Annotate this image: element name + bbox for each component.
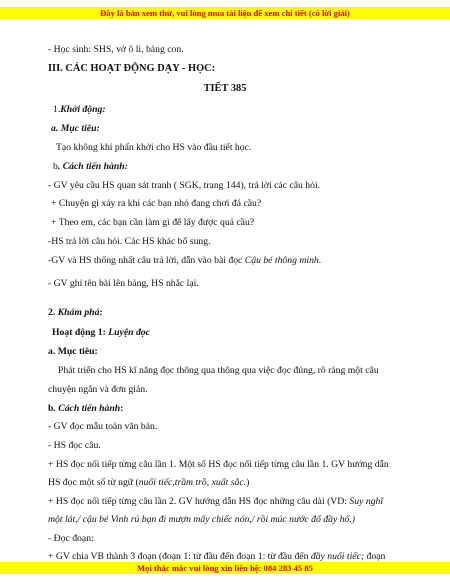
story-title: Cậu bé thông minh — [244, 255, 319, 266]
vocabulary-words: nuối tiếc,trầm trồ, xuất sắc. — [138, 477, 247, 488]
objective-text: Tạo không khí phấn khởi cho HS vào đầu tiết học. — [56, 142, 252, 153]
instruction-line: - Đọc đoạn: — [48, 533, 94, 544]
instruction-line — [48, 496, 383, 508]
activity-heading — [52, 327, 150, 339]
preview-banner: Đây là bản xem thử, vui lòng mua tài liệu để xem chi tiết (có lời giải) — [0, 7, 450, 19]
procedure-heading — [48, 403, 123, 415]
text-run: + HS đọc nối tiếp từng câu lần 2. GV hướng dẫn HS đọc những câu dài (VD: — [48, 496, 350, 507]
example-sentence: Suy nghĩ — [349, 496, 384, 507]
instruction-line: -HS trả lời câu hỏi. Các HS khác bổ sung. — [48, 236, 211, 247]
text-run: : — [99, 307, 103, 318]
objective-text: chuyện ngắn và đơn giản. — [48, 384, 148, 395]
procedure-letter: b — [53, 161, 58, 172]
explore-number: 2. — [48, 307, 58, 318]
text-run: + GV chia VB thành 3 đoạn (đoạn 1: từ đầu đến đoạn 1: từ đầu đến — [48, 551, 311, 562]
student-materials-line: - Học sinh: SHS, vở ô li, bảng con. — [48, 44, 184, 55]
procedure-title: . Cách tiến hành — [53, 403, 121, 414]
activity-title: Luyện đọc — [108, 327, 150, 338]
objective-label: a. Mục tiêu: — [48, 346, 98, 357]
section-heading: III. CÁC HOẠT ĐỘNG DẠY - HỌC: — [48, 63, 216, 74]
instruction-line — [48, 255, 321, 267]
text-run: HS đọc một số từ ngữ ( — [48, 477, 139, 488]
procedure-heading — [53, 161, 128, 173]
instruction-line: - HS đọc câu. — [48, 440, 101, 451]
warmup-title: Khởi động: — [60, 104, 106, 115]
example-sentence: một lát,/ cậu bé Vinh rủ bạn đi mượn mấy chiếc nón,/ rồi múc nước đổ đầy hố.) — [48, 514, 355, 525]
instruction-line — [48, 477, 249, 489]
text-run: . — [318, 255, 322, 266]
question-line: + Chuyện gì xảy ra khi các bạn nhỏ đang chơi đá cầu? — [51, 198, 262, 209]
procedure-letter: b — [48, 403, 54, 414]
objective-label: a. Mục tiêu: — [51, 123, 100, 134]
warmup-number: 1. — [53, 104, 61, 115]
explore-title: Khám phá — [57, 307, 100, 318]
excerpt-text: đầy nuối tiếc; — [310, 551, 365, 562]
instruction-line: - GV ghi tên bài lên bảng, HS nhắc lại. — [48, 278, 199, 289]
warmup-heading — [53, 104, 106, 116]
text-run: : — [120, 403, 124, 414]
text-run: ) — [246, 477, 250, 488]
text-run: đoạn — [364, 551, 386, 562]
question-line: + Theo em, các bạn cần làm gì để lấy được quả cầu? — [51, 217, 255, 228]
activity-label: Hoạt động 1: — [52, 327, 109, 338]
contact-banner: Mọi thắc mắc vui lòng xin liên hệ: 084 283 45 85 — [0, 562, 450, 574]
instruction-line: - GV đọc mẫu toàn văn bản. — [48, 421, 158, 432]
instruction-line: + HS đọc nối tiếp từng câu lần 1. Một số HS đọc nối tiếp từng câu lần 1. GV hướng dẫn — [48, 459, 389, 470]
objective-text: Phát triển cho HS kĩ năng đọc thông qua thông qua việc đọc đúng, rõ ràng một câu — [58, 365, 379, 376]
instruction-line: - GV yêu cầu HS quan sát tranh ( SGK, trang 144), trả lời các câu hỏi. — [48, 180, 321, 191]
lesson-number: TIẾT 385 — [203, 83, 247, 94]
procedure-title: . Cách tiến hành: — [57, 161, 128, 172]
explore-heading — [48, 307, 103, 319]
text-run: -GV và HS thống nhất câu trả lời, dẫn vào bài đọc — [48, 255, 245, 266]
